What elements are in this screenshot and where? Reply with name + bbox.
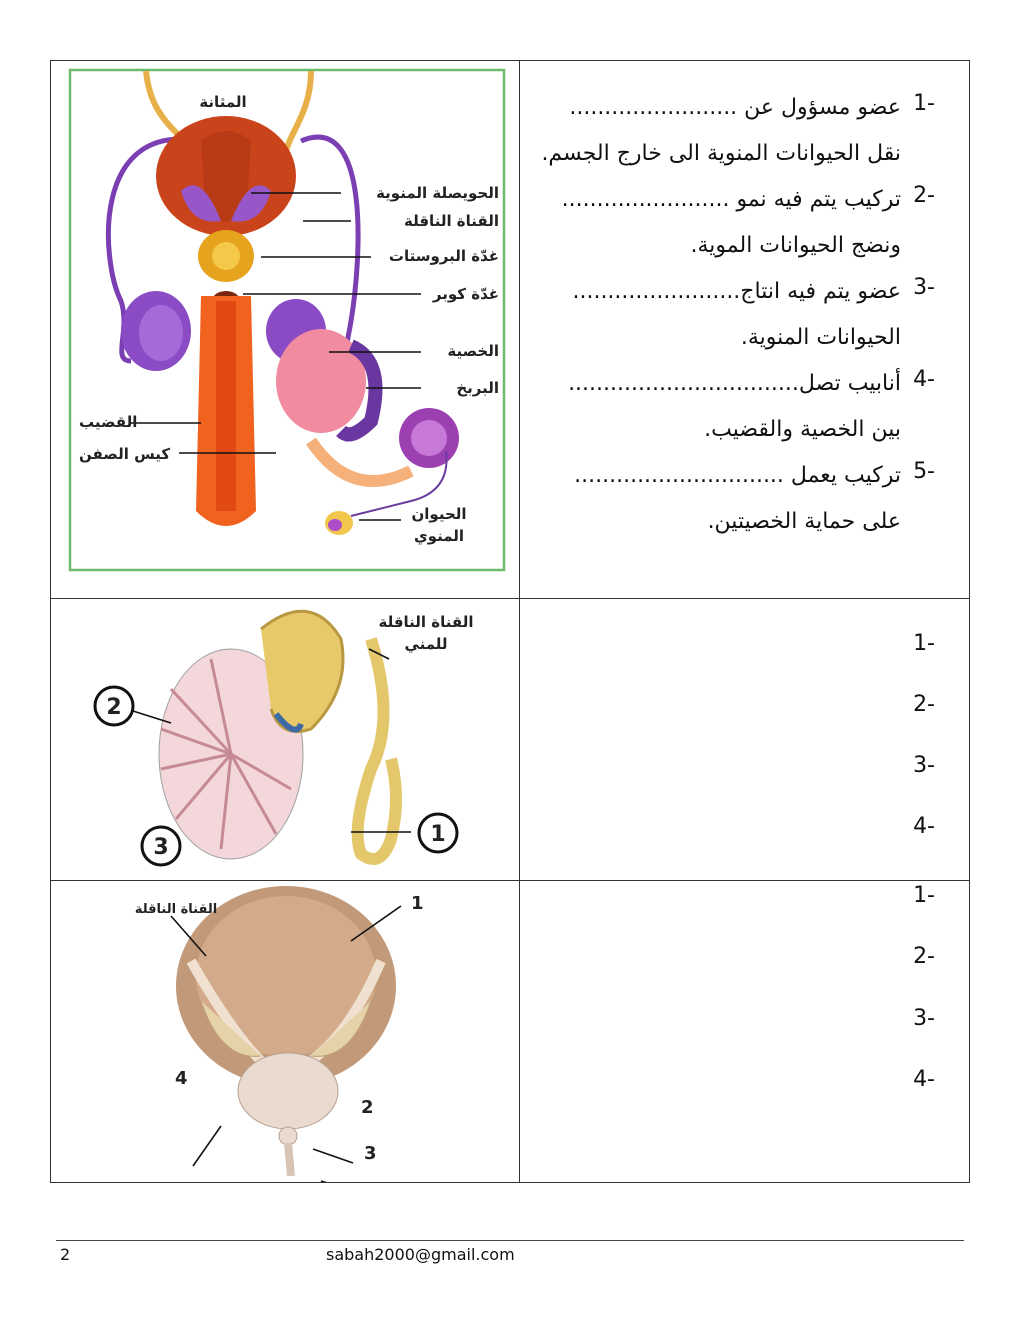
answers-panel-3 xyxy=(521,881,971,1182)
row2-number-4: 4- xyxy=(913,814,935,839)
label-vas-3: القناة الناقلة xyxy=(134,902,218,917)
row3-number-4: 4- xyxy=(913,1067,935,1092)
label-cowper: غدّة كوبر xyxy=(432,285,499,303)
label-vas-deferens: القناة الناقلة xyxy=(404,212,499,230)
label-penis: القضيب xyxy=(79,413,138,431)
row3-number-3: 3- xyxy=(913,1006,935,1031)
q4-line2: بين الخصية والقضيب. xyxy=(704,417,901,442)
q3-line1: عضو يتم فيه انتاج........................ xyxy=(572,279,901,304)
label-testis: الخصية xyxy=(447,342,499,360)
label-vas-2-line1: القناة الناقلة xyxy=(378,613,474,631)
answers-panel-2 xyxy=(521,599,971,880)
label-bladder: المثانة xyxy=(199,93,247,111)
label-scrotum: كيس الصفن xyxy=(79,445,171,463)
q1-line2: نقل الحيوانات المنوية الى خارج الجسم. xyxy=(541,141,901,166)
q1-number: 1- xyxy=(913,91,935,116)
q4-number: 4- xyxy=(913,367,935,392)
label-sperm-2: المنوي xyxy=(413,527,465,545)
page-number: 2 xyxy=(60,1245,71,1264)
label-epididymis: البربخ xyxy=(456,379,499,397)
reproductive-system-figure xyxy=(51,61,519,598)
q3-line2: الحيوانات المنوية. xyxy=(740,325,901,350)
callout-row3-4: 4 xyxy=(175,1068,188,1089)
row2-number-2: 2- xyxy=(913,692,935,717)
label-prostate: غدّة البروستات xyxy=(388,247,499,265)
row2-number-1: 1- xyxy=(913,631,935,656)
q5-number: 5- xyxy=(913,459,935,484)
callout-2: 2 xyxy=(106,695,122,720)
worksheet-table xyxy=(50,60,970,1183)
footer-email: sabah2000@gmail.com xyxy=(326,1245,515,1264)
callout-row3-3: 3 xyxy=(364,1143,377,1164)
label-sperm-1: الحيوان xyxy=(411,505,467,523)
row3-number-1: 1- xyxy=(913,883,935,908)
q1-line1: عضو مسؤول عن ........................ xyxy=(569,95,901,120)
label-vas-2-line2: للمني xyxy=(404,635,448,653)
callout-row3-2: 2 xyxy=(361,1097,374,1118)
callout-3: 3 xyxy=(153,835,169,860)
q5-line2: على حماية الخصيتين. xyxy=(707,509,901,534)
q2-number: 2- xyxy=(913,183,935,208)
row3-number-2: 2- xyxy=(913,944,935,969)
bladder-prostate-figure xyxy=(51,881,519,1182)
testis-cross-section-figure xyxy=(51,599,519,880)
questions-panel xyxy=(521,61,971,598)
q2-line1: تركيب يتم فيه نمو ........................ xyxy=(561,187,901,212)
q2-line2: ونضج الحيوانات الموية. xyxy=(690,233,901,258)
footer-divider xyxy=(56,1240,964,1241)
callout-1: 1 xyxy=(430,822,446,847)
q5-line1: تركيب يعمل .............................. xyxy=(574,463,901,488)
label-seminal-vesicle: الحويصلة المنوية xyxy=(376,184,499,202)
q4-line1: أنابيب تصل................................. xyxy=(568,371,901,396)
row2-number-3: 3- xyxy=(913,753,935,778)
callout-row3-1: 1 xyxy=(411,893,424,914)
q3-number: 3- xyxy=(913,275,935,300)
